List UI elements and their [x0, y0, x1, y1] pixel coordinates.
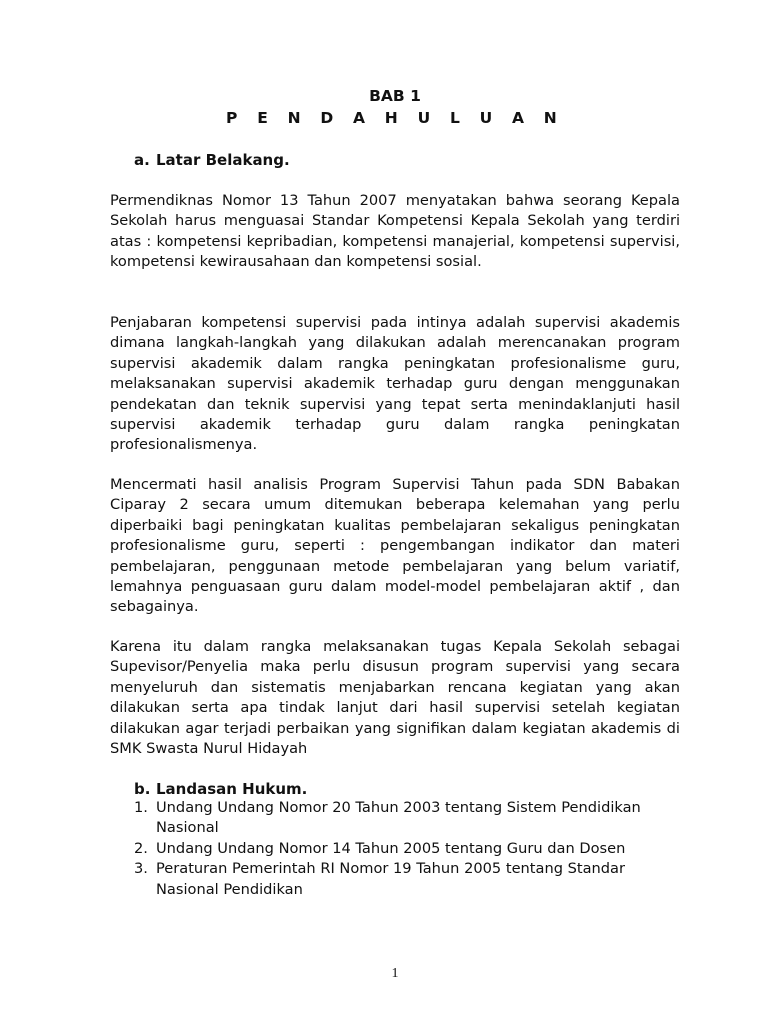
- legal-basis-list: [134, 798, 682, 900]
- chapter-title: P E N D A H U L U A N: [226, 109, 564, 127]
- section-a-number: a.: [134, 151, 150, 169]
- list-item-text: Peraturan Pemerintah RI Nomor 19 Tahun 2005 tentang Standar Nasional Pendidikan: [156, 860, 625, 898]
- list-item: [134, 839, 682, 859]
- list-item-number: 1.: [134, 799, 148, 816]
- chapter-label: BAB 1: [369, 87, 421, 105]
- list-item: [134, 798, 682, 839]
- section-a-heading: [134, 150, 290, 170]
- list-item-text: Undang Undang Nomor 20 Tahun 2003 tentang Sistem Pendidikan Nasional: [156, 799, 641, 837]
- section-b-title: Landasan Hukum.: [156, 780, 308, 798]
- section-a-title: Latar Belakang.: [156, 151, 290, 169]
- paragraph-4: Karena itu dalam rangka melaksanakan tugas Kepala Sekolah sebagai Supevisor/Penyelia maka perlu disusun program supervisi yang secara menyeluruh dan sistematis menjabarkan rencana kegiatan yang akan dilakukan serta apa tindak lanjut dari hasil supervisi setelah kegiatan dilakukan agar terjadi perbaikan yang signifikan dalam kegiatan akademis di SMK Swasta Nurul Hidayah: [110, 638, 680, 758]
- page-number: 1: [391, 966, 399, 981]
- paragraph-2: Penjabaran kompetensi supervisi pada intinya adalah supervisi akademis dimana langkah-langkah yang dilakukan adalah merencanakan program supervisi akademik dalam rangka peningkatan profesionalisme guru, melaksanakan supervisi akademik terhadap guru dengan menggunakan pendekatan dan teknik supervisi yang tepat serta menindaklanjuti hasil supervisi akademik terhadap guru dalam rangka peningkatan profesionalismenya.: [110, 314, 680, 454]
- section-b-number: b.: [134, 780, 151, 798]
- list-item-number: 3.: [134, 860, 148, 878]
- section-b-heading: [134, 779, 307, 799]
- paragraph-3: Mencermati hasil analisis Program Supervisi Tahun pada SDN Babakan Ciparay 2 secara umum ditemukan beberapa kelemahan yang perlu diperbaiki bagi peningkatan kualitas pembelajaran sekaligus peningkatan profesionalisme guru, seperti : pengembangan indikator dan materi pembelajaran, penggunaan metode pembelajaran yang belum variatif, lemahnya penguasaan guru dalam model-model pembelajaran aktif , dan sebagainya.: [110, 476, 680, 616]
- list-item-text: Undang Undang Nomor 14 Tahun 2005 tentang Guru dan Dosen: [156, 839, 626, 857]
- list-item-number: 2.: [134, 839, 148, 857]
- paragraph-1: Permendiknas Nomor 13 Tahun 2007 menyatakan bahwa seorang Kepala Sekolah harus menguasai Standar Kompetensi Kepala Sekolah yang terdiri atas : kompetensi kepribadian, kompetensi manajerial, kompetensi supervisi, kompetensi kewirausahaan dan kompetensi sosial.: [110, 192, 680, 271]
- list-item: [134, 859, 682, 900]
